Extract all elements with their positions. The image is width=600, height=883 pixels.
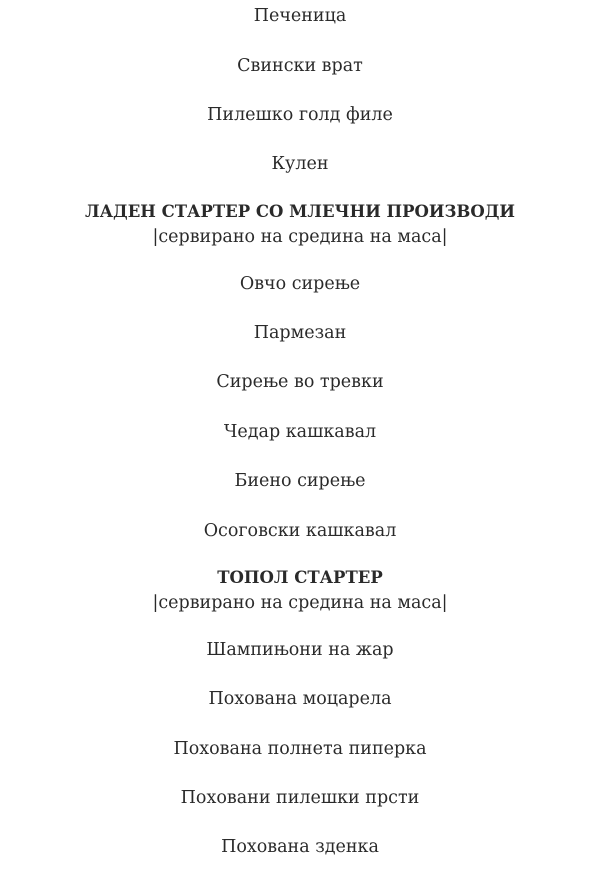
section-heading: ЛАДЕН СТАРТЕР СО МЛЕЧНИ ПРОИЗВОДИ bbox=[85, 202, 515, 221]
menu-item: Похована полнета пиперка bbox=[173, 739, 427, 759]
menu-item: Кулен bbox=[271, 154, 329, 174]
menu-item: Похована зденка bbox=[221, 837, 379, 857]
section-subheading: |сервирано на средина на маса| bbox=[152, 227, 448, 247]
menu-item: Свински врат bbox=[237, 56, 363, 76]
menu-item: Осоговски кашкавал bbox=[203, 521, 397, 541]
menu-item: Сирење во тревки bbox=[216, 372, 384, 392]
menu-item: Биено сирење bbox=[234, 471, 366, 491]
menu-item: Печеница bbox=[253, 6, 347, 26]
menu-item: Овчо сирење bbox=[239, 274, 361, 294]
menu-item: Шампињони на жар bbox=[206, 640, 394, 660]
section-subheading: |сервирано на средина на маса| bbox=[152, 593, 448, 613]
section-heading: ТОПОЛ СТАРТЕР bbox=[217, 568, 383, 587]
menu-item: Пилешко голд филе bbox=[207, 105, 393, 125]
menu-item: Чедар кашкавал bbox=[223, 422, 377, 442]
menu-item: Пармезан bbox=[253, 323, 347, 343]
menu-item: Поховани пилешки прсти bbox=[180, 788, 420, 808]
menu-item: Похована моцарела bbox=[208, 689, 392, 709]
